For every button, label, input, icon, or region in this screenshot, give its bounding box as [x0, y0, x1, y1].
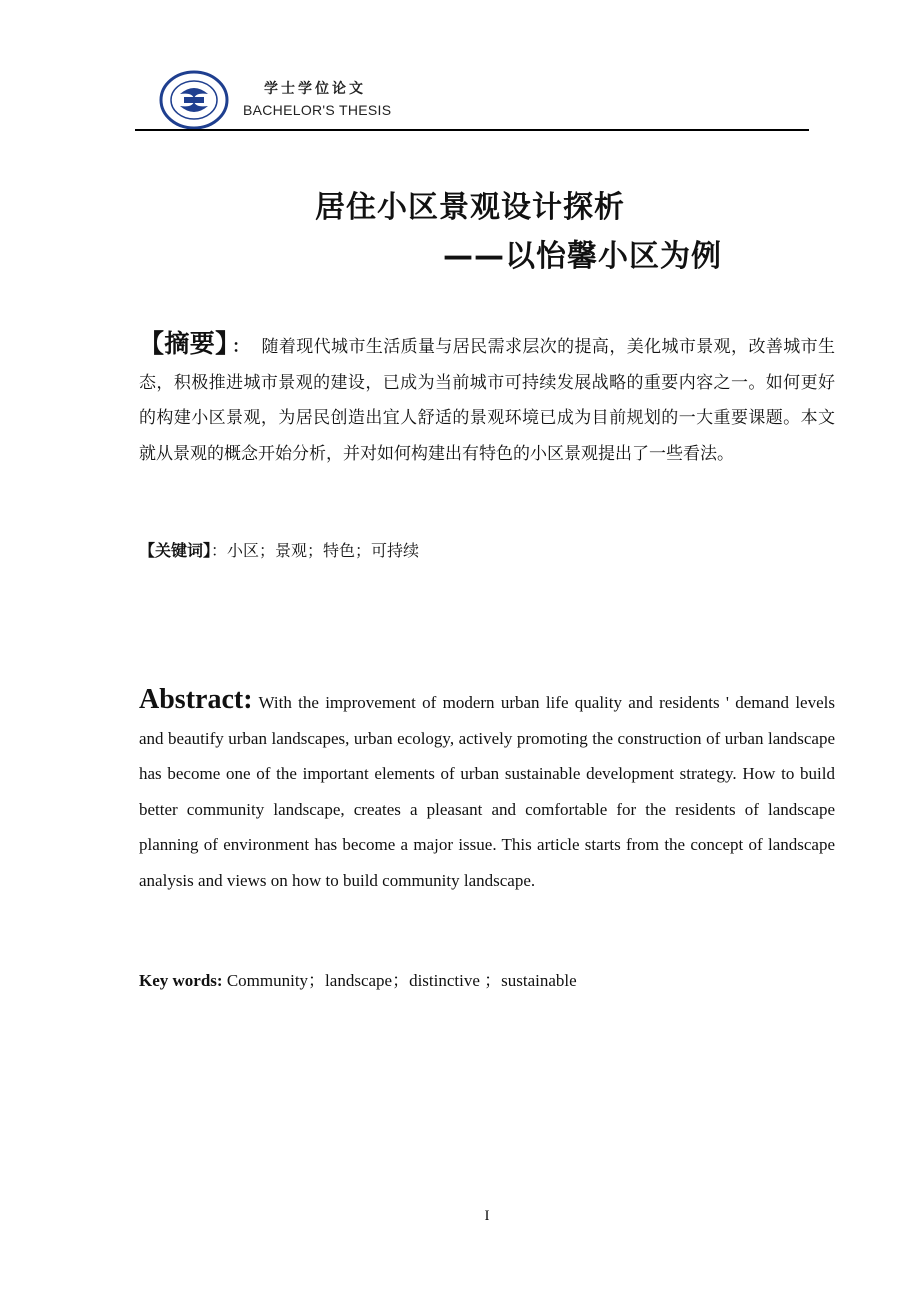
abstract-en-label: Abstract:	[139, 684, 253, 715]
header-title-en: BACHELOR'S THESIS	[243, 102, 392, 118]
abstract-cn-text: 随着现代城市生活质量与居民需求层次的提高，美化城市景观，改善城市生态，积极推进城市景观的建设，已成为当前城市可持续发展战略的重要内容之一。如何更好的构建小区景观，为居民创造出宜人舒适的景观环境已成为目前规划的一大重要课题。本文就从景观的概念开始分析，并对如何构建出有特色的小区景观提出了一些看法。	[139, 337, 836, 464]
abstract-en	[139, 682, 835, 898]
header-divider	[135, 129, 809, 131]
university-seal-icon	[158, 70, 230, 130]
keywords-en-text: Community；landscape；distinctive ；sustainable	[222, 971, 577, 990]
abstract-en-text: With the improvement of modern urban life quality and residents ' demand levels and beautify urban landscapes, urban ecology, actively promoting the construction of urban landscape has become one of the important elements of urban sustainable development strategy. How to build better community landscape, creates a pleasant and comfortable for the residents of landscape planning of environment has become a major issue. This article starts from the concept of landscape analysis and views on how to build community landscape.	[139, 693, 835, 890]
keywords-cn	[139, 538, 419, 561]
keywords-en	[139, 966, 577, 991]
keywords-cn-text: ：小区；景观；特色；可持续	[211, 541, 420, 560]
header-title-cn: 学士学位论文	[264, 81, 366, 97]
thesis-header	[140, 64, 808, 130]
abstract-cn-label: 【摘要】	[139, 329, 229, 358]
page-number: I	[484, 1208, 490, 1224]
keywords-cn-label: 【关键词】	[139, 541, 212, 560]
abstract-cn	[139, 326, 835, 472]
thesis-subtitle: ——以怡馨小区为例	[443, 239, 722, 274]
thesis-title: 居住小区景观设计探析	[315, 190, 625, 225]
keywords-en-label: Key words:	[139, 971, 223, 990]
abstract-cn-colon: ：	[232, 337, 250, 357]
